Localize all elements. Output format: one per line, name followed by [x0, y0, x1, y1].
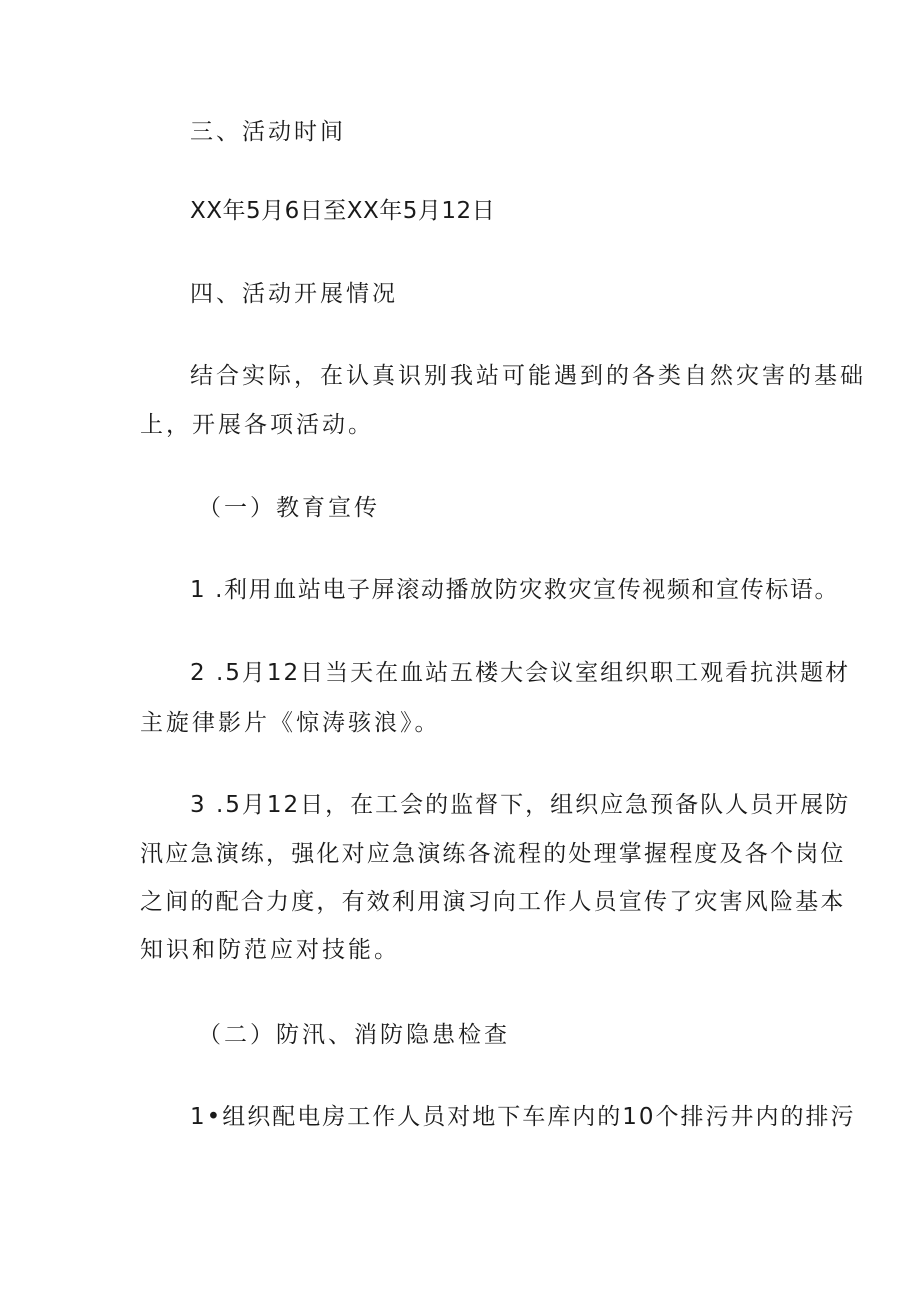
item-3-line-1: 3 .5月12日，在工会的监督下，组织应急预备队人员开展防	[190, 792, 851, 818]
intro-paragraph-line-1: 结合实际，在认真识别我站可能遇到的各类自然灾害的基础	[190, 363, 866, 389]
item-3-line-3: 之间的配合力度，有效利用演习向工作人员宣传了灾害风险基本	[140, 889, 846, 915]
item-3-line-2: 汛应急演练，强化对应急演练各流程的处理掌握程度及各个岗位	[140, 841, 846, 867]
item-1: 1 .利用血站电子屏滚动播放防灾救灾宣传视频和宣传标语。	[190, 577, 840, 603]
item-2-line-1: 2 .5月12日当天在血站五楼大会议室组织职工观看抗洪题材	[190, 660, 851, 686]
item-3-line-4: 知识和防范应对技能。	[140, 937, 400, 963]
subsection-one-heading: （一）教育宣传	[198, 495, 380, 521]
item-2-line-2: 主旋律影片《惊涛骇浪》。	[140, 710, 441, 736]
activity-period: XX年5月6日至XX年5月12日	[190, 198, 496, 224]
intro-paragraph-line-2: 上，开展各项活动。	[140, 412, 374, 438]
item-4: 1•组织配电房工作人员对地下车库内的10个排污井内的排污	[190, 1104, 856, 1130]
subsection-two-heading: （二）防汛、消防隐患检查	[198, 1022, 510, 1048]
section-three-heading: 三、活动时间	[190, 119, 346, 145]
section-four-heading: 四、活动开展情况	[190, 281, 398, 307]
